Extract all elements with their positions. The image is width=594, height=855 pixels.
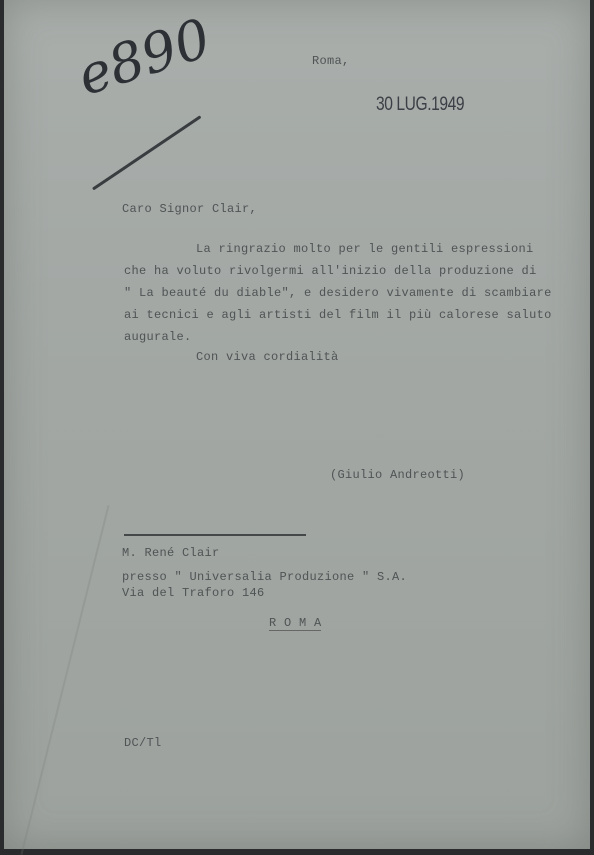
reference-code: DC/Tl [124,736,162,750]
body-line-2: che ha voluto rivolgermi all'inizio della produzione di [124,264,537,278]
separator-line [124,534,306,536]
body-line-1: La ringrazio molto per le gentili espressioni [196,242,534,256]
signature: (Giulio Andreotti) [330,468,466,482]
handwritten-stroke [92,115,201,190]
recipient-address-1: presso " Universalia Produzione " S.A. [122,570,408,584]
city-underline [269,630,321,631]
body-line-4: ai tecnici e agli artisti del film il più calorese saluto [124,308,552,322]
document-page [4,0,590,849]
body-line-3: " La beauté du diable", e desidero vivamente di scambiare [124,286,552,300]
paper-crease [20,505,109,855]
closing: Con viva cordialità [196,350,339,364]
recipient-address-2: Via del Traforo 146 [122,586,265,600]
salutation: Caro Signor Clair, [122,202,258,216]
date-stamp: 30 LUG.1949 [376,94,465,115]
recipient-name: M. René Clair [122,546,220,560]
handwritten-number: e890 [70,6,218,108]
recipient-city: R O M A [269,616,322,630]
city-heading: Roma, [312,54,350,68]
body-line-5: augurale. [124,330,192,344]
